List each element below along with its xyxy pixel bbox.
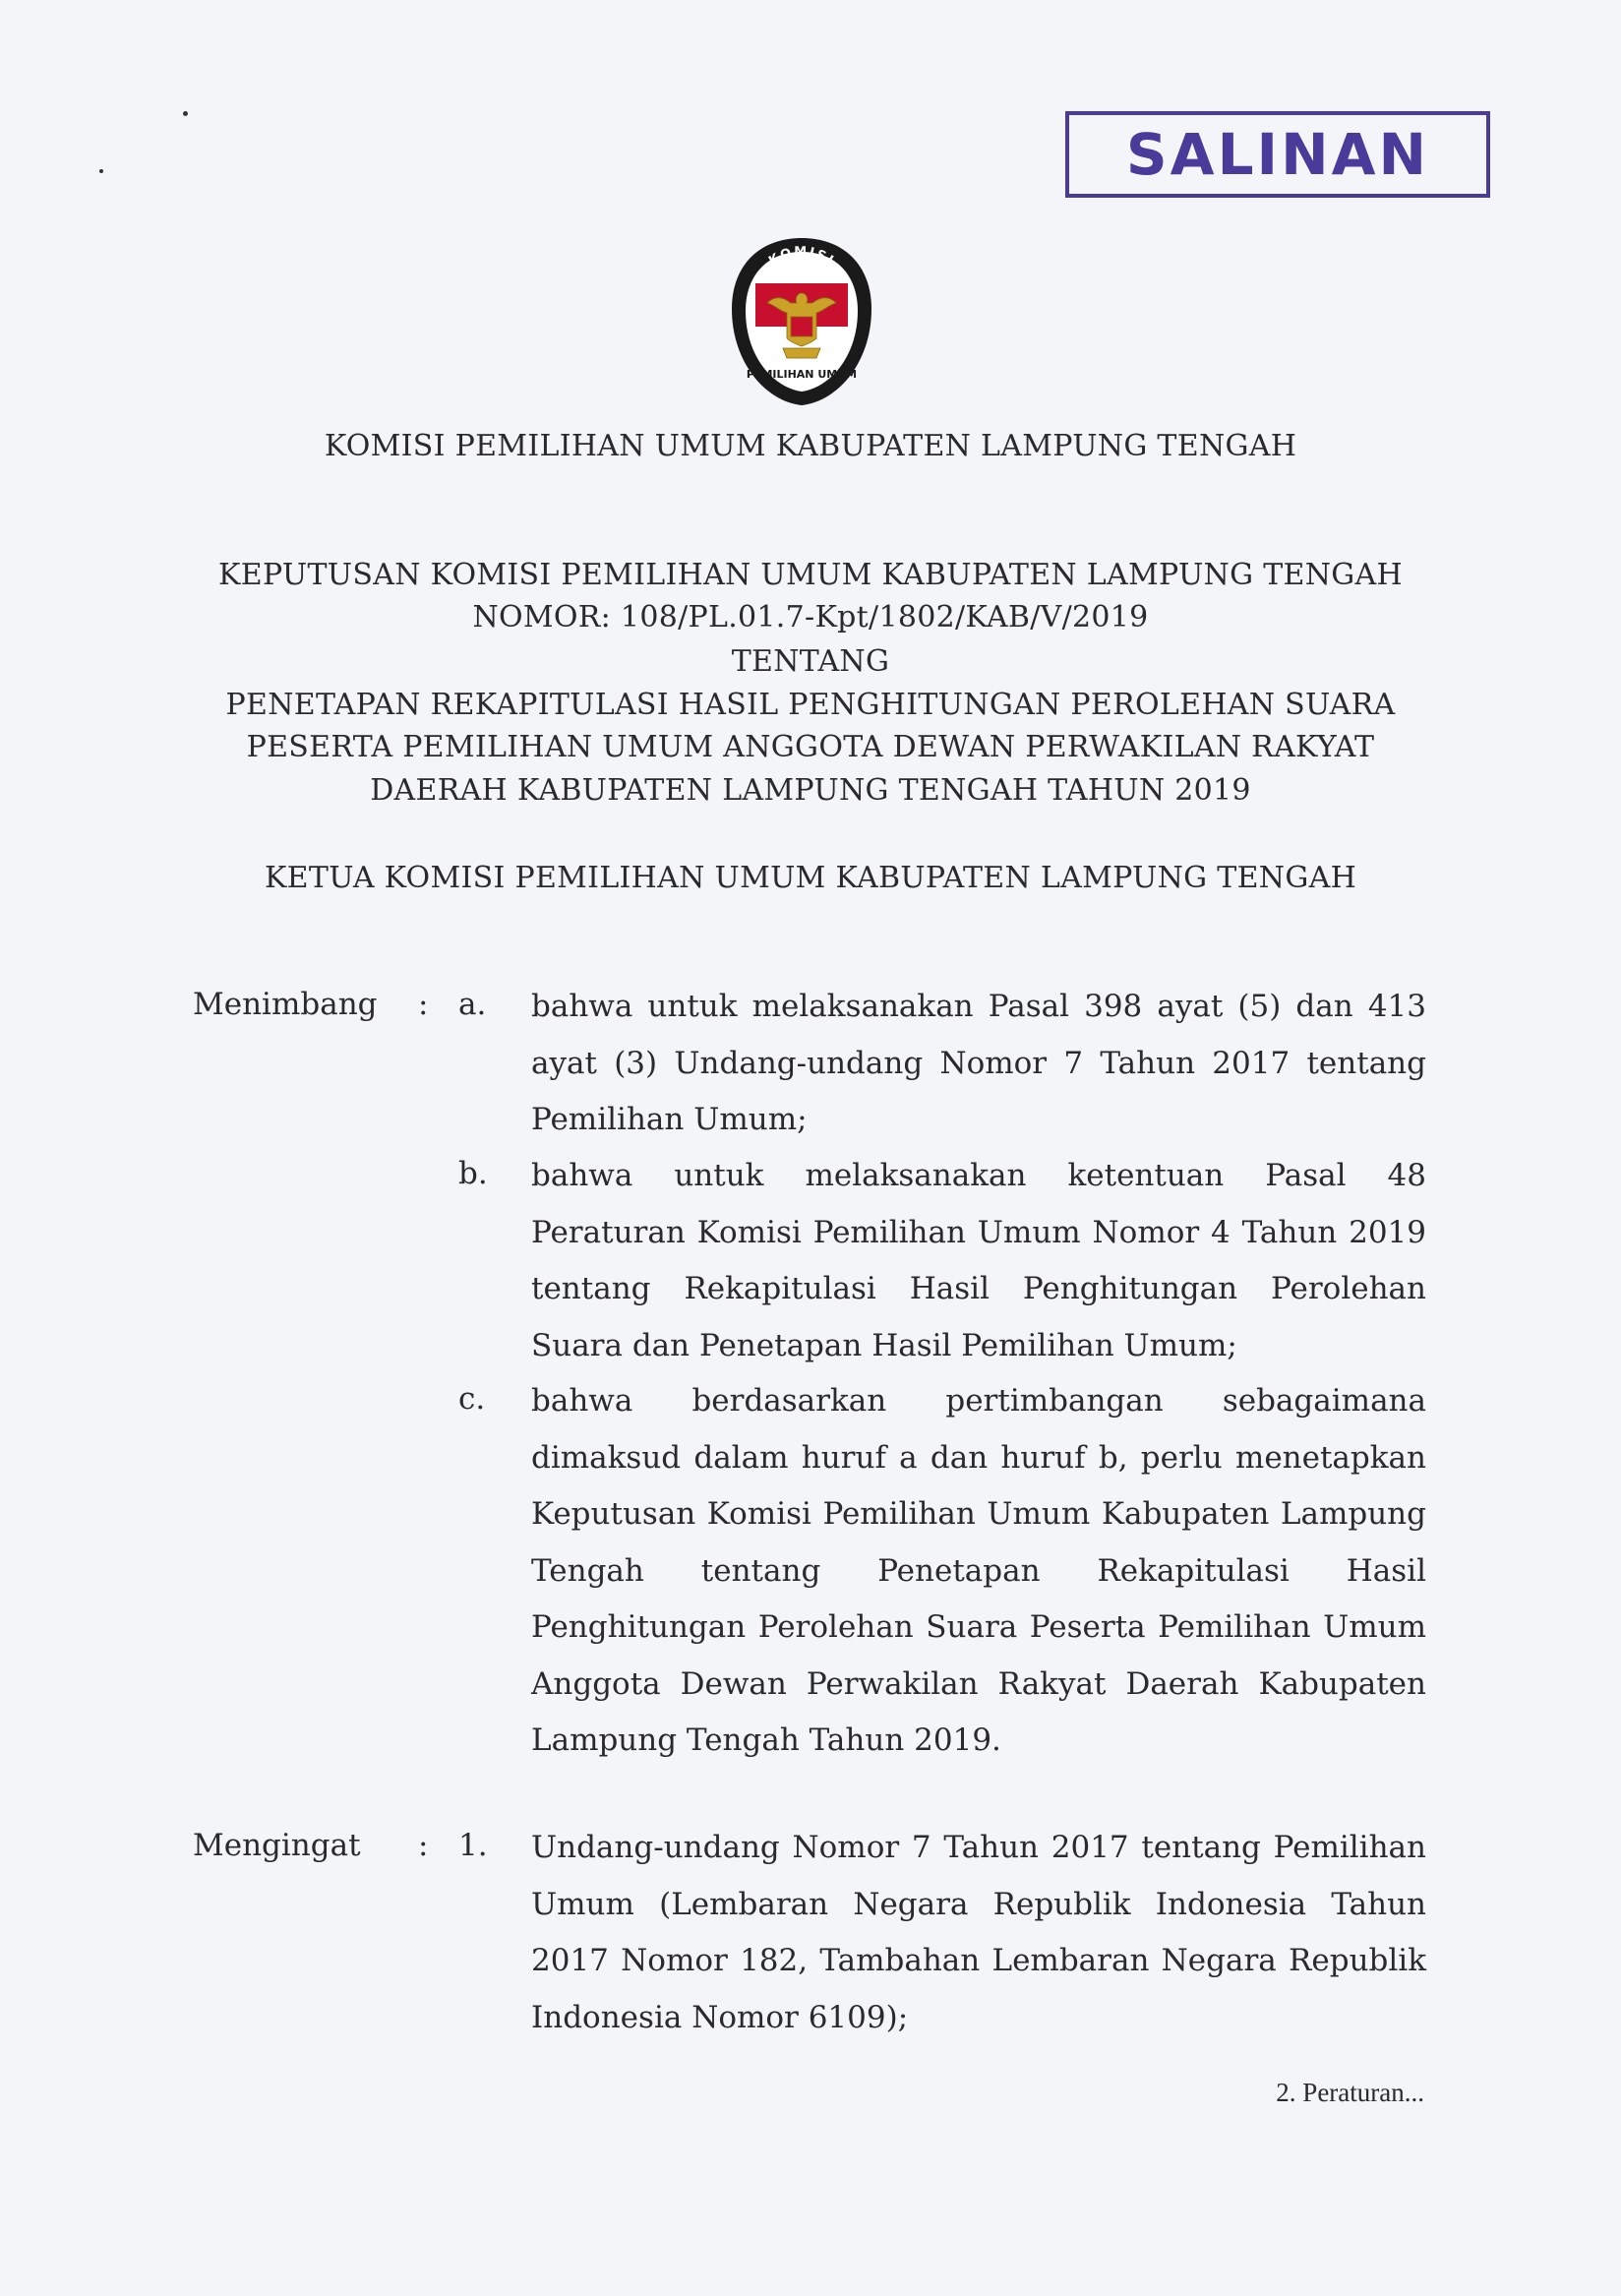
menimbang-label: Menimbang	[193, 987, 378, 1022]
svg-text:PEMILIHAN UMUM: PEMILIHAN UMUM	[746, 368, 858, 381]
subject-line-2: PESERTA PEMILIHAN UMUM ANGGOTA DEWAN PERWAKILAN RAKYAT	[246, 730, 1375, 764]
menimbang-item-c: bahwa berdasarkan pertimbangan sebagaimana dimaksud dalam huruf a dan huruf b, perlu menetapkan Keputusan Komisi Pemilihan Umum Kabupaten Lampung Tengah tentang Penetapan Rekapitulasi Hasil Penghitungan Perolehan Suara Peserta Pemilihan Umum Anggota Dewan Perwakilan Rakyat Daerah Kabupaten Lampung Tengah Tahun 2019.	[531, 1383, 1426, 1758]
menimbang-mark-c: c.	[458, 1381, 486, 1417]
scan-speck	[99, 169, 103, 173]
mengingat-colon: :	[418, 1828, 429, 1863]
next-page-reference: 2. Peraturan...	[1276, 2078, 1424, 2107]
svg-text:KOMISI: KOMISI	[766, 244, 838, 270]
issuer-heading: KETUA KOMISI PEMILIHAN UMUM KABUPATEN LAMPUNG TENGAH	[264, 861, 1357, 895]
stamp-text: SALINAN	[1125, 121, 1430, 188]
salinan-stamp	[1065, 111, 1490, 198]
menimbang-mark-b: b.	[458, 1156, 488, 1191]
kpu-logo-icon	[728, 232, 875, 409]
decision-number: NOMOR: 108/PL.01.7-Kpt/1802/KAB/V/2019	[472, 600, 1149, 634]
subject-line-1: PENETAPAN REKAPITULASI HASIL PENGHITUNGAN PEROLEHAN SUARA	[225, 688, 1396, 722]
menimbang-item-b: bahwa untuk melaksanakan ketentuan Pasal 48 Peraturan Komisi Pemilihan Umum Nomor 4 Tahun 2019 tentang Rekapitulasi Hasil Penghitungan Perolehan Suara dan Penetapan Hasil Pemilihan Umum;	[531, 1158, 1426, 1363]
scan-speck	[183, 111, 188, 116]
subject-line-3: DAERAH KABUPATEN LAMPUNG TENGAH TAHUN 2019	[370, 773, 1251, 808]
menimbang-mark-a: a.	[458, 987, 487, 1022]
mengingat-item-1: Undang-undang Nomor 7 Tahun 2017 tentang Pemilihan Umum (Lembaran Negara Republik Indonesia Tahun 2017 Nomor 182, Tambahan Lembaran Negara Republik Indonesia Nomor 6109);	[531, 1830, 1426, 2035]
mengingat-mark-1: 1.	[458, 1828, 488, 1863]
menimbang-item-a: bahwa untuk melaksanakan Pasal 398 ayat (5) dan 413 ayat (3) Undang-undang Nomor 7 Tahun 2017 tentang Pemilihan Umum;	[531, 989, 1426, 1137]
about-heading: TENTANG	[731, 644, 890, 679]
mengingat-label: Mengingat	[193, 1828, 361, 1863]
decision-title: KEPUTUSAN KOMISI PEMILIHAN UMUM KABUPATEN LAMPUNG TENGAH	[218, 558, 1403, 592]
institution-name: KOMISI PEMILIHAN UMUM KABUPATEN LAMPUNG TENGAH	[324, 429, 1297, 463]
menimbang-colon: :	[418, 987, 429, 1022]
